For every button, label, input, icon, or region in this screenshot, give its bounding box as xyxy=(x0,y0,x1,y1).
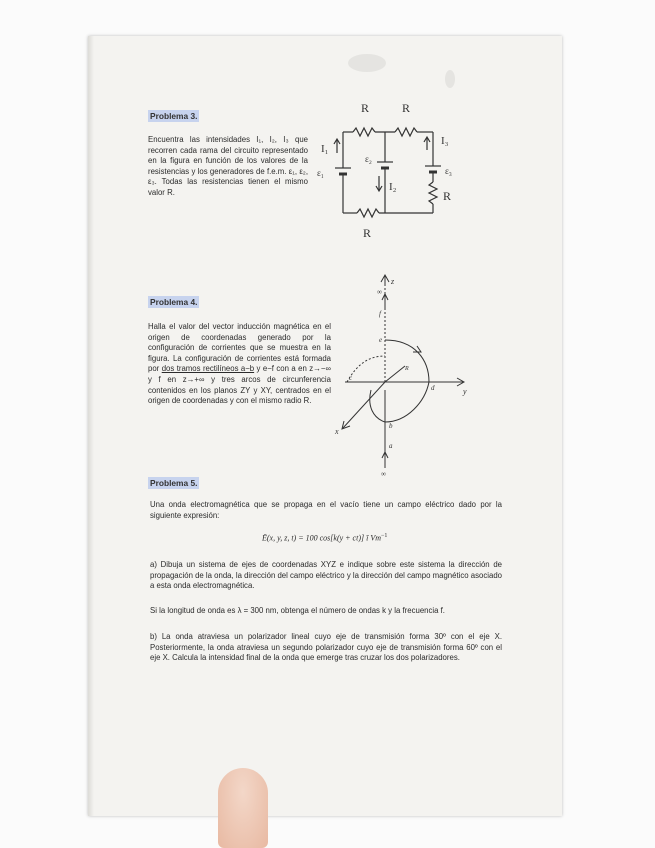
infinity-top-label: ∞ xyxy=(377,288,382,296)
ink-smudge xyxy=(348,54,386,72)
problem-5-intro: Una onda electromagnética que se propaga en el vacío tiene un campo eléctrico dado por la siguiente expresión: xyxy=(150,500,502,520)
point-e-label: e xyxy=(379,336,383,344)
current-configuration-figure xyxy=(333,272,473,478)
resistor-label: R xyxy=(361,101,370,115)
resistor-label: R xyxy=(363,226,372,240)
resistor-label: R xyxy=(402,101,411,115)
problem-4-heading: Problema 4. xyxy=(150,297,198,307)
paper-edge-shadow xyxy=(88,36,94,816)
problem-3-heading: Problema 3. xyxy=(150,111,198,121)
problem-4-statement xyxy=(148,322,331,407)
emf-label-e3: ε₃ xyxy=(445,166,452,176)
problem-5-part-b: b) La onda atraviesa un polarizador lineal cuyo eje de transmisión forma 30º con el eje X. Posteriormente, la onda atraviesa un segundo polarizador cuyo eje de transmisión forma 60º con el eje X. Calcula la intensidad final de la onda que emerge tras cruzar los dos polarizadores. xyxy=(150,632,502,663)
point-f-label: f xyxy=(379,310,381,318)
problem-4-text-b: dos tramos rectilíneos a−b xyxy=(161,364,255,374)
point-d-label: d xyxy=(431,384,435,392)
emf-label-e1: ε₁ xyxy=(317,168,324,178)
z-axis-label: z xyxy=(391,277,395,286)
y-axis-label: y xyxy=(463,387,467,396)
emf-label-e2: ε₂ xyxy=(365,154,372,164)
problem-4-text-a: Halla el valor del vector inducción magnética en el origen de coordenadas generado por la configuración de corrientes que se muestra en la figura. La configuración de corrientes está formada por xyxy=(148,322,331,374)
current-label-i2: I₂ xyxy=(389,181,397,193)
problem-4-text-c: y e−f con a en z→−∞ y f en z→+∞ y tres arcos de circunferencia contenidos en los planos ZY y XY, centrados en el origen de coordenadas y con el mismo radio R. xyxy=(148,364,332,406)
problem-3-statement: Encuentra las intensidades I₁, I₂, I₃ que recorren cada rama del circuito representado en la figura en función de los valores de la resistencias y los generadores de f.e.m. ε₁, ε₂, ε₃. Todas las resistencias tienen el mismo valor R. xyxy=(148,135,308,197)
point-b-label: b xyxy=(389,422,393,430)
current-label-i3: I₃ xyxy=(441,135,449,147)
point-c-label: c xyxy=(349,374,353,382)
problem-5-part-a-second: Si la longitud de onda es λ = 300 nm, obtenga el número de ondas k y la frecuencia f. xyxy=(150,606,445,615)
finger-in-photo xyxy=(218,768,268,848)
point-a-label: a xyxy=(389,442,393,450)
electric-field-equation xyxy=(262,533,387,543)
equation-body: Ē(x, y, z, t) = 100 cos[k(y + ct)] ī Vm xyxy=(262,533,381,543)
infinity-bottom-label: ∞ xyxy=(381,470,386,478)
equation-exponent: −1 xyxy=(381,533,388,539)
circuit-diagram xyxy=(315,98,465,238)
ink-smudge xyxy=(445,70,455,88)
problem-5-heading: Problema 5. xyxy=(150,478,198,488)
x-axis-label: x xyxy=(335,427,339,436)
resistor-label: R xyxy=(443,189,452,203)
radius-label: R xyxy=(405,366,409,372)
current-label-i1: I₁ xyxy=(321,143,329,155)
problem-5-part-a: a) Dibuja un sistema de ejes de coordenadas XYZ e indique sobre este sistema la dirección de propagación de la onda, la dirección del campo eléctrico y la dirección del campo magnético asociado a esta onda electromagnética. xyxy=(150,560,502,591)
